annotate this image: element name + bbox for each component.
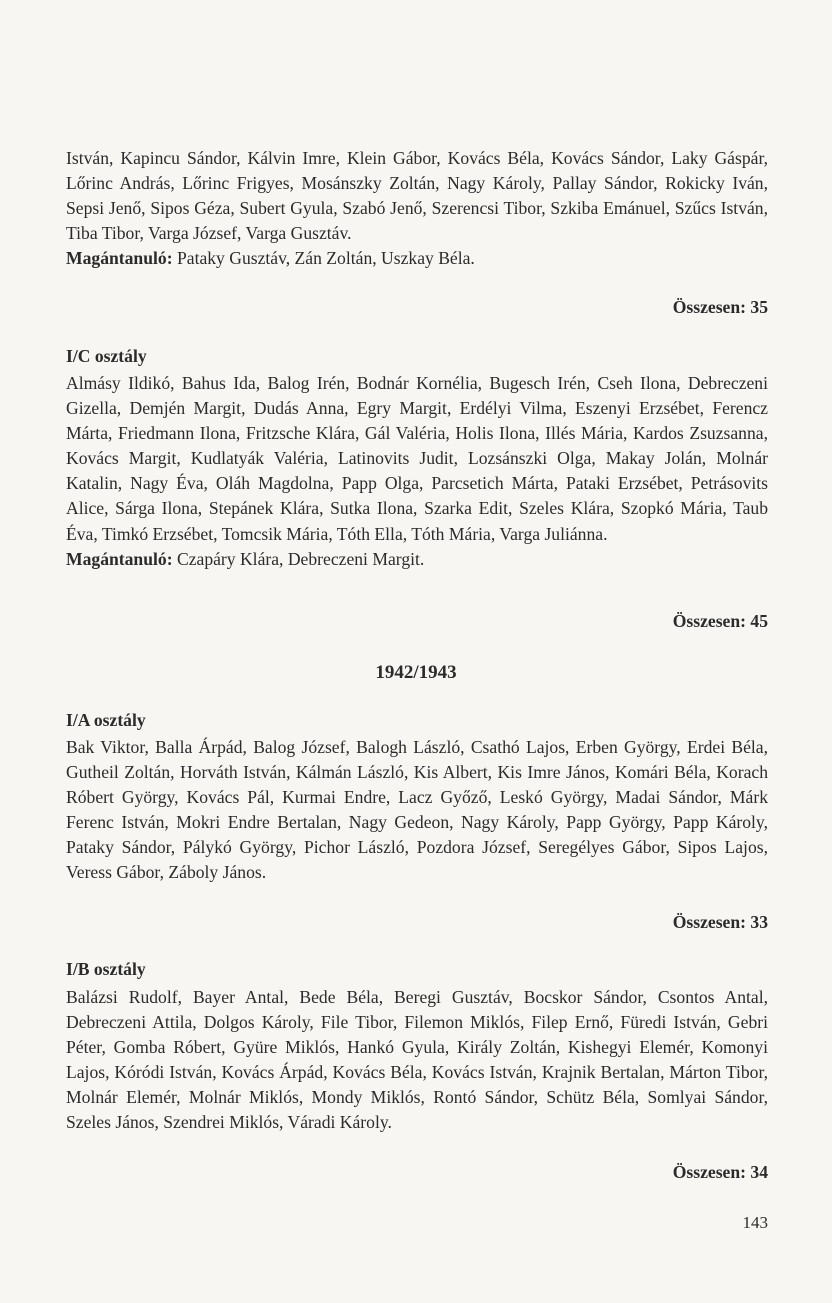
class-1b-title: I/B osztály xyxy=(66,959,146,979)
class-1c-private-label: Magántanuló: xyxy=(66,548,173,569)
class-1c-private-line xyxy=(66,547,768,572)
top-name-list xyxy=(66,146,768,271)
class-1b-list xyxy=(66,985,768,1136)
class-1c-names: Almásy Ildikó, Bahus Ida, Balog Irén, Bodnár Kornélia, Bugesch Irén, Cseh Ilona, Debreczeni Gizella, Demjén Margit, Dudás Anna, Egry Margit, Erdélyi Vilma, Eszenyi Erzsébet, Ferencz Márta, Friedmann Ilona, Fritzsche Klára, Gál Valéria, Holis Ilona, Illés Mária, Kardos Zsuzsanna, Kovács Margit, Kudlatyák Valéria, Latinovits Judit, Lozsánszki Olga, Makay Jolán, Molnár Katalin, Nagy Éva, Oláh Magdolna, Papp Olga, Parcsetich Márta, Pataki Erzsébet, Petrásovits Alice, Sárga Ilona, Stepánek Klára, Sutka Ilona, Szarka Edit, Szeles Klára, Szopkó Mária, Taub Éva, Timkó Erzsébet, Tomcsik Mária, Tóth Ella, Tóth Mária, Varga Juliánna. xyxy=(66,373,768,544)
class-1b-names: Balázsi Rudolf, Bayer Antal, Bede Béla, Beregi Gusztáv, Bocskor Sándor, Csontos Antal, Debreczeni Attila, Dolgos Károly, File Tibor, Filemon Miklós, Filep Ernő, Füredi István, Gebri Péter, Gomba Róbert, Gyüre Miklós, Hankó Gyula, Király Zoltán, Kishegyi Elemér, Komonyi Lajos, Kóródi István, Kovács Árpád, Kovács Béla, Kovács István, Krajnik Bertalan, Márton Tibor, Molnár Elemér, Molnár Miklós, Mondy Miklós, Rontó Sándor, Schütz Béla, Somlyai Sándor, Szeles János, Szendrei Miklós, Váradi Károly. xyxy=(66,987,768,1133)
top-total: Összesen: 35 xyxy=(672,297,768,317)
class-1b-total: Összesen: 34 xyxy=(672,1162,768,1182)
class-1a-names: Bak Viktor, Balla Árpád, Balog József, Balogh László, Csathó Lajos, Erben György, Erdei Béla, Gutheil Zoltán, Horváth István, Kálmán László, Kis Albert, Kis Imre János, Komári Béla, Korach Róbert György, Kovács Pál, Kurmai Endre, Lacz Győző, Leskó György, Madai Sándor, Márk Ferenc István, Mokri Endre Bertalan, Nagy Gedeon, Nagy Károly, Papp György, Papp Károly, Pataky Sándor, Pálykó György, Pichor László, Pozdora József, Seregélyes Gábor, Sipos Lajos, Veress Gábor, Záboly János. xyxy=(66,737,768,883)
top-private-names: Pataky Gusztáv, Zán Zoltán, Uszkay Béla. xyxy=(176,248,475,269)
class-1a-total: Összesen: 33 xyxy=(672,912,768,932)
top-private-label: Magántanuló: xyxy=(66,248,173,269)
top-private-line xyxy=(66,246,768,271)
class-1a-list xyxy=(66,735,768,886)
page-number: 143 xyxy=(742,1213,768,1232)
class-1a-title: I/A osztály xyxy=(66,710,146,730)
class-1c-title: I/C osztály xyxy=(66,346,147,366)
year-heading: 1942/1943 xyxy=(375,662,457,683)
top-names: István, Kapincu Sándor, Kálvin Imre, Klein Gábor, Kovács Béla, Kovács Sándor, Laky Gáspár, Lőrinc András, Lőrinc Frigyes, Mosánszky Zoltán, Nagy Károly, Pallay Sándor, Rokicky Iván, Sepsi Jenő, Sipos Géza, Subert Gyula, Szabó Jenő, Szerencsi Tibor, Szkiba Emánuel, Szűcs István, Tiba Tibor, Varga József, Varga Gusztáv. xyxy=(66,148,768,244)
class-1c-list xyxy=(66,371,768,572)
class-1c-total: Összesen: 45 xyxy=(672,611,768,631)
class-1c-private-names: Czapáry Klára, Debreczeni Margit. xyxy=(176,548,425,569)
